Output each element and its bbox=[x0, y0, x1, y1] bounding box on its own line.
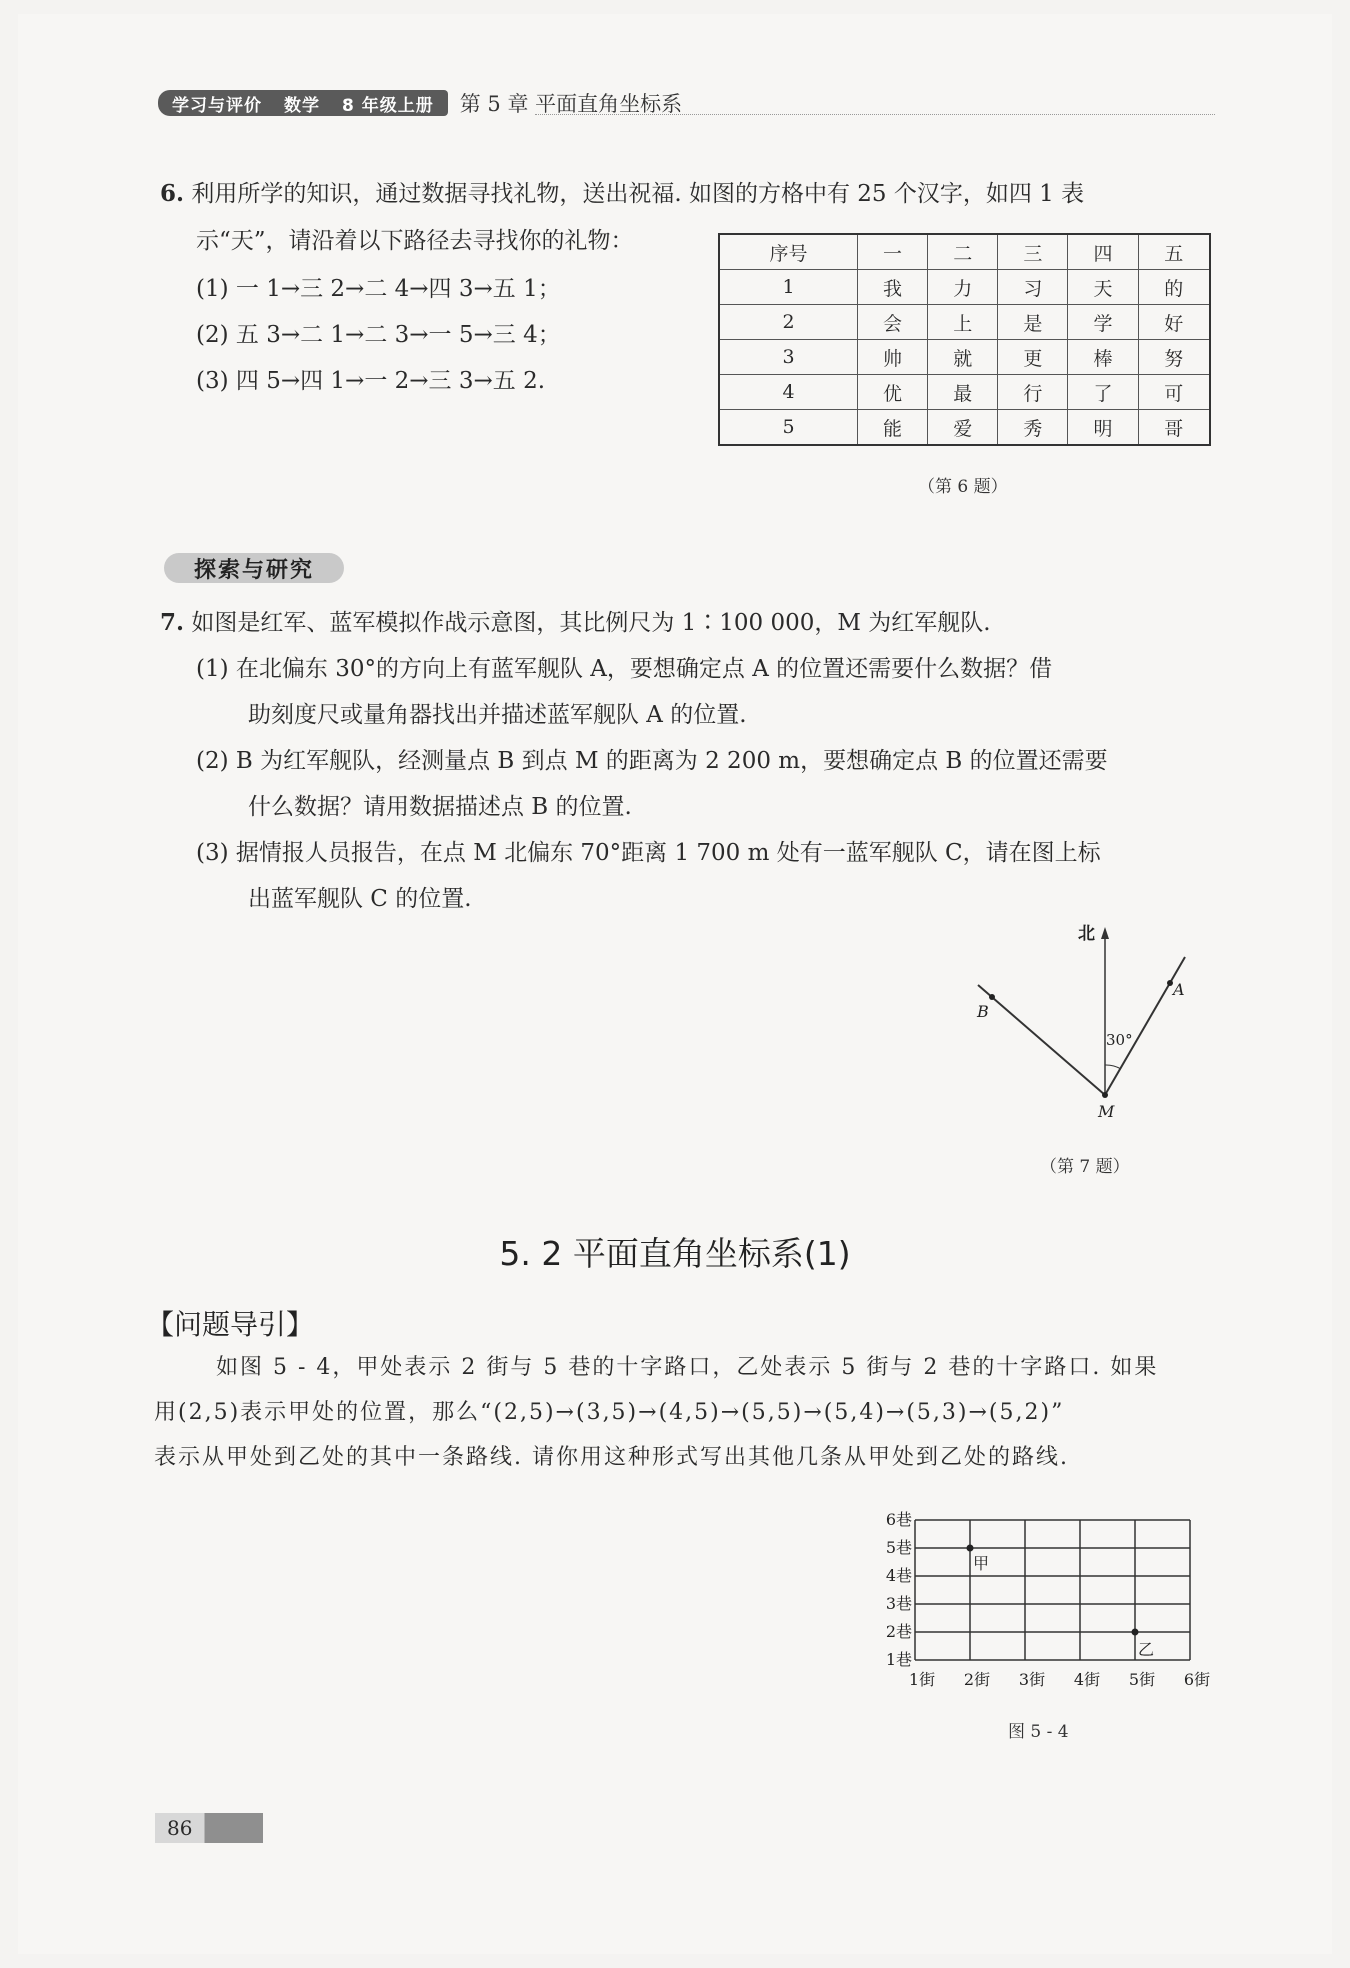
street-label: 1街 bbox=[908, 1670, 936, 1689]
table-cell: 就 bbox=[928, 340, 998, 375]
q7-part2-line2: 什么数据？请用数据描述点 B 的位置. bbox=[248, 794, 632, 820]
table-cell: 是 bbox=[998, 305, 1068, 340]
section-title: 5. 2 平面直角坐标系(1) bbox=[499, 1234, 851, 1273]
fig54-street-grid bbox=[870, 1505, 1220, 1705]
lane-label: 1巷 bbox=[885, 1650, 912, 1669]
q7-part1-line1: (1) 在北偏东 30°的方向上有蓝军舰队 A，要想确定点 A 的位置还需要什么数据？借 bbox=[196, 656, 1053, 682]
label-b: B bbox=[977, 1002, 989, 1021]
table-cell: 帅 bbox=[857, 340, 927, 375]
guide-heading: 【问题导引】 bbox=[146, 1308, 315, 1341]
label-yi: 乙 bbox=[1138, 1640, 1155, 1659]
street-label: 3街 bbox=[1018, 1670, 1046, 1689]
table-header-cell: 二 bbox=[928, 234, 998, 270]
header-divider bbox=[535, 114, 1215, 115]
header-grade: 8 年级上册 bbox=[342, 95, 434, 116]
point-jia bbox=[967, 1545, 974, 1552]
table-cell: 了 bbox=[1068, 375, 1138, 410]
table-row bbox=[719, 305, 1210, 340]
q7-part1-line2: 助刻度尺或量角器找出并描述蓝军舰队 A 的位置. bbox=[248, 702, 747, 728]
page-number-tab bbox=[155, 1813, 263, 1843]
q7-intro-text: 如图是红军、蓝军模拟作战示意图，其比例尺为 1∶100 000，M 为红军舰队. bbox=[191, 610, 991, 636]
table-cell: 上 bbox=[928, 305, 998, 340]
table-header-cell: 三 bbox=[998, 234, 1068, 270]
table-cell: 明 bbox=[1068, 410, 1138, 446]
lane-labels bbox=[886, 1510, 912, 1669]
q6-path-3: (3) 四 5→四 1→一 2→三 3→五 2. bbox=[196, 368, 546, 394]
q7-direction-diagram bbox=[960, 915, 1200, 1130]
q6-text-line1: 利用所学的知识，通过数据寻找礼物，送出祝福. 如图的方格中有 25 个汉字，如四 1 表 bbox=[191, 181, 1085, 207]
table-header-cell: 序号 bbox=[719, 234, 857, 270]
table-cell: 优 bbox=[857, 375, 927, 410]
q7-part3-line2: 出蓝军舰队 C 的位置. bbox=[248, 886, 472, 912]
table-cell: 好 bbox=[1138, 305, 1210, 340]
table-row bbox=[719, 340, 1210, 375]
label-jia: 甲 bbox=[973, 1554, 990, 1573]
lane-label: 4巷 bbox=[885, 1566, 912, 1585]
section-badge-explore: 探索与研究 bbox=[164, 553, 344, 583]
table-header-row bbox=[719, 234, 1210, 270]
north-arrowhead bbox=[1101, 927, 1109, 939]
point-m bbox=[1102, 1092, 1108, 1098]
ray-ma bbox=[1105, 957, 1185, 1095]
guide-line2: 用(2,5)表示甲处的位置，那么“(2,5)→(3,5)→(4,5)→(5,5)→(5,4)→(5,3)→(5,2)” bbox=[154, 1400, 1065, 1425]
point-yi bbox=[1132, 1629, 1139, 1636]
table-cell: 1 bbox=[719, 270, 857, 305]
table-cell: 力 bbox=[928, 270, 998, 305]
table-cell: 习 bbox=[998, 270, 1068, 305]
q7-intro bbox=[160, 605, 991, 641]
table-cell: 天 bbox=[1068, 270, 1138, 305]
point-b bbox=[989, 994, 995, 1000]
guide-line3: 表示从甲处到乙处的其中一条路线. 请你用这种形式写出其他几条从甲处到乙处的路线. bbox=[154, 1445, 1069, 1470]
table-cell: 我 bbox=[857, 270, 927, 305]
table-cell: 2 bbox=[719, 305, 857, 340]
grid-lines bbox=[915, 1520, 1190, 1660]
table-cell: 哥 bbox=[1138, 410, 1210, 446]
header-book: 学习与评价 bbox=[172, 95, 262, 116]
q7-part2-line1: (2) B 为红军舰队，经测量点 B 到点 M 的距离为 2 200 m，要想确定点 B 的位置还需要 bbox=[196, 748, 1108, 774]
street-label: 6街 bbox=[1183, 1670, 1211, 1689]
header-subject: 数学 bbox=[284, 95, 320, 116]
q6-character-table bbox=[718, 233, 1211, 446]
guide-line1: 如图 5 - 4，甲处表示 2 街与 5 巷的十字路口，乙处表示 5 街与 2 巷的十字路口. 如果 bbox=[216, 1355, 1159, 1380]
label-a: A bbox=[1173, 980, 1185, 999]
q7-caption: （第 7 题） bbox=[1040, 1157, 1130, 1177]
q7-number: 7. bbox=[160, 609, 185, 636]
guide-paragraph bbox=[154, 1345, 1220, 1480]
table-header-cell: 五 bbox=[1138, 234, 1210, 270]
table-cell: 可 bbox=[1138, 375, 1210, 410]
street-label: 4街 bbox=[1073, 1670, 1101, 1689]
table-cell: 3 bbox=[719, 340, 857, 375]
table-cell: 会 bbox=[857, 305, 927, 340]
table-row bbox=[719, 410, 1210, 446]
lane-label: 2巷 bbox=[885, 1622, 912, 1641]
table-cell: 4 bbox=[719, 375, 857, 410]
fig54-caption: 图 5 - 4 bbox=[1008, 1722, 1069, 1742]
table-cell: 努 bbox=[1138, 340, 1210, 375]
table-cell: 的 bbox=[1138, 270, 1210, 305]
table-cell: 秀 bbox=[998, 410, 1068, 446]
table-cell: 棒 bbox=[1068, 340, 1138, 375]
street-label: 5街 bbox=[1128, 1670, 1156, 1689]
ray-mb bbox=[978, 985, 1105, 1095]
table-cell: 5 bbox=[719, 410, 857, 446]
lane-label: 5巷 bbox=[885, 1538, 912, 1557]
q6-number: 6. bbox=[160, 180, 185, 207]
q6-line1 bbox=[160, 176, 1084, 212]
table-row bbox=[719, 375, 1210, 410]
lane-label: 3巷 bbox=[885, 1594, 912, 1613]
table-cell: 行 bbox=[998, 375, 1068, 410]
header-chapter: 第 5 章 平面直角坐标系 bbox=[459, 92, 683, 116]
lane-label: 6巷 bbox=[885, 1510, 912, 1529]
q6-text-line2: 示“天”，请沿着以下路径去寻找你的礼物： bbox=[196, 228, 634, 254]
street-labels bbox=[909, 1670, 1210, 1689]
table-header-cell: 四 bbox=[1068, 234, 1138, 270]
street-label: 2街 bbox=[963, 1670, 991, 1689]
table-row bbox=[719, 270, 1210, 305]
table-cell: 更 bbox=[998, 340, 1068, 375]
table-cell: 爱 bbox=[928, 410, 998, 446]
q7-part3-line1: (3) 据情报人员报告，在点 M 北偏东 70°距离 1 700 m 处有一蓝军舰队 C，请在图上标 bbox=[196, 840, 1101, 866]
header-book-badge bbox=[158, 90, 448, 116]
table-cell: 学 bbox=[1068, 305, 1138, 340]
table-cell: 能 bbox=[857, 410, 927, 446]
angle-label: 30° bbox=[1106, 1031, 1133, 1049]
q6-path-2: (2) 五 3→二 1→二 3→一 5→三 4； bbox=[196, 322, 561, 348]
angle-arc bbox=[1105, 1065, 1121, 1069]
page-number: 86 bbox=[167, 1816, 193, 1840]
q6-caption: （第 6 题） bbox=[918, 477, 1008, 497]
table-cell: 最 bbox=[928, 375, 998, 410]
table-header-cell: 一 bbox=[857, 234, 927, 270]
label-m: M bbox=[1098, 1102, 1115, 1121]
q6-path-1: (1) 一 1→三 2→二 4→四 3→五 1； bbox=[196, 276, 561, 302]
north-label: 北 bbox=[1078, 924, 1095, 944]
